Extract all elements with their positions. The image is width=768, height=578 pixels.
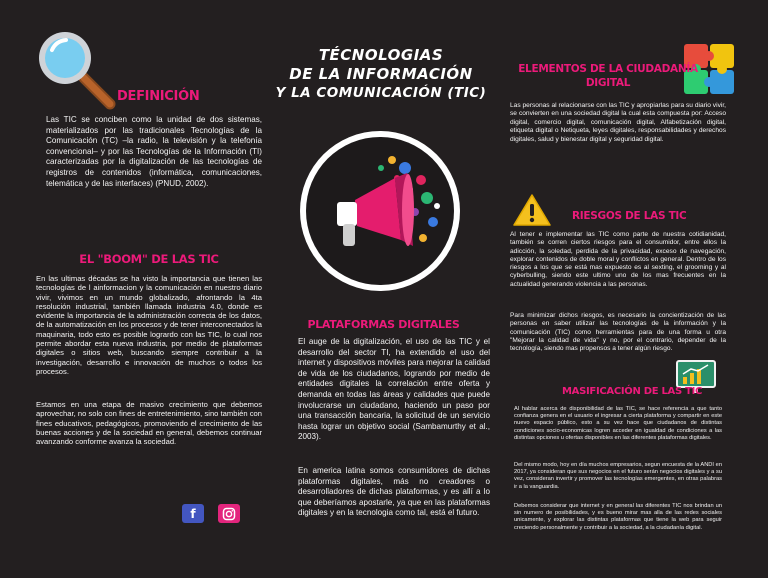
masificacion-paragraph-1: Al hablar acerca de disponibilidad de las TIC, se hace referencia a que tanto confianza genera en el usuario el ingresar a cierta plataforma y compartir en este nuevo espacio público, esto a su vez hace que ciudadanos de distintas condiciones socio-economicas logren acceder en igualdad de condiciones a las distintas opciones u ofertas disponibles en las diferentes plataformas digitales. — [514, 406, 722, 441]
elementos-text: Las personas al relacionarse con las TIC y apropiarlas para su diario vivir, se convierten en una sociedad digital la cual esta compuesta por: Acceso digital, comercio digital, comunicación digital, Alfabetización digital, etiqueta digital o Netiqueta, leyes digitales, responsabilidades y derechos digitales, salud y bienestar digital y seguridad digital. — [510, 102, 726, 143]
definicion-text: Las TIC se conciben como la unidad de dos sistemas, materializados por las tradicionales Tecnologías de la Comunicación (TC) –la radio, la televisión y la telefonía convencional– y por las Tecnologías de la Información (TI) caracterizadas por la digitalización de las tecnologías de registros de contenidos (informática, comunicaciones, telemática y de las interfaces) (PNUD, 2002). — [46, 115, 262, 188]
definicion-heading: DEFINICIÓN — [117, 89, 200, 104]
plataformas-heading: PLATAFORMAS DIGITALES — [307, 318, 460, 331]
boom-heading: EL "BOOM" DE LAS TIC — [79, 252, 219, 266]
elementos-heading-line-2: DIGITAL — [585, 77, 631, 89]
elementos-heading-line-1: ELEMENTOS DE LA CIUDADANÍA — [518, 63, 698, 75]
facebook-icon[interactable] — [182, 504, 204, 523]
title-line-2: DE LA INFORMACIÓN — [289, 65, 473, 83]
megaphone-circle-illustration — [297, 128, 463, 294]
elementos-heading — [508, 62, 708, 90]
masificacion-heading: MASIFICACIÓN DE LAS TIC — [562, 386, 703, 397]
masificacion-paragraph-2: Del mismo modo, hoy en día muchos empresarios, segun encuesta de la ANDI en 2017, ya consideran que sus negocios en el futuro serán negocios digitales y a su vez, consideran invertir y promover las tecnologías emergentes, en otras palabras ir a la vanguardia. — [514, 462, 722, 490]
magnifier-icon — [34, 28, 118, 110]
title-line-3: Y LA COMUNICACIÓN (TIC) — [275, 85, 487, 101]
title-line-1: TÉCNOLOGIAS — [318, 46, 444, 64]
riesgos-paragraph-1: Al tener e implementar las TIC como parte de nuestra cotidianidad, también se corren ciertos riesgos para el consumidor, entre ellos la adicción, la soledad, perdida de la privacidad, exceso de navegación, explorar contenidos de doble moral y conflictos en general. Dentro de los riesgos a los que se está mas expuesto es al sexting, el grooming y al cyberbulling, siendo este ultimo uno de los mas frecuentes en la actualidad generando violencia a las personas. — [510, 231, 726, 288]
riesgos-heading: RIESGOS DE LAS TIC — [572, 210, 687, 222]
main-title — [270, 46, 492, 103]
masificacion-paragraph-3: Debemos considerar que internet y en general las diferentes TIC nos brindan un sin numero de posibilidades, y es bueno mirar mas alla de las redes sociales unicamente, y explorar las distintas plataformas que tiene la web para seguir creciendo personalmente y contribuir a la sociedad, a la ciudadanía digital. — [514, 503, 722, 531]
plataformas-paragraph-1: El auge de la digitalización, el uso de las TIC y el desarrollo del sector TI, ha extendido el uso del internet y dispositivos móviles para mejorar la calidad de vida de los ciudadanos, logrando por medio de entidades digitales la correlación entre oferta y demanda en todas las áreas y calidades que puede involucrarse un ciudadano, haciendo un paso por una transacción bancaria, la solicitud de un servicio hasta lograr un objetivo social (Sambamurthy et al., 2003). — [298, 337, 490, 442]
facebook-glyph: f — [190, 506, 196, 521]
warning-icon — [512, 193, 552, 227]
plataformas-paragraph-2: En america latina somos consumidores de dichas plataformas digitales, más no creadores o desarrolladores de dichas plataformas, y es allí a lo que deberíamos apostarle, ya que en las plataformas digitales y en la tecnologia como tal, está el futuro. — [298, 466, 490, 518]
instagram-icon[interactable] — [218, 504, 240, 523]
instagram-glyph-icon — [222, 507, 236, 521]
riesgos-paragraph-2: Para minimizar dichos riesgos, es necesario la concientización de las personas en saber utilizar las tecnologías de la información y la comunicación (TIC) como herramientas para de una forma u otra "Mejorar la calidad de vida" y no, por el contrario, depender de la tecnología, siendo mas propensos a tener algún riesgo. — [510, 312, 726, 353]
boom-paragraph-1: En las ultimas décadas se ha visto la importancia que tienen las tecnologías de l ainformacion y la comunicación en nuestro diario vivir, vivimos en un mundo globalizado, afrontando la 4ta resolución industrial, también llamada industria 4.0, donde es evidente la importancia de la administración correcta de los datos, de la automatización en los procesos y de tener interconectados la maquinaria, todo esto es posible logrardo con las TIC, lo cual nos permite abordar esta nueva industria, por medio de plataformas digitales o sitios web, buscando siempre contribuir a la investigación, desarrollo e innovación de muchos o todos los procesos. — [36, 274, 262, 376]
boom-paragraph-2: Estamos en una etapa de masivo crecimiento que debemos aprovechar, no solo con fines de entretenimiento, sino también con fines educativos, pedagógicos, promoviendo el crecimiento de las buenas acciones y de la sociedad en general, debemos continuar avanzando conforme avanza la sociedad. — [36, 400, 262, 447]
